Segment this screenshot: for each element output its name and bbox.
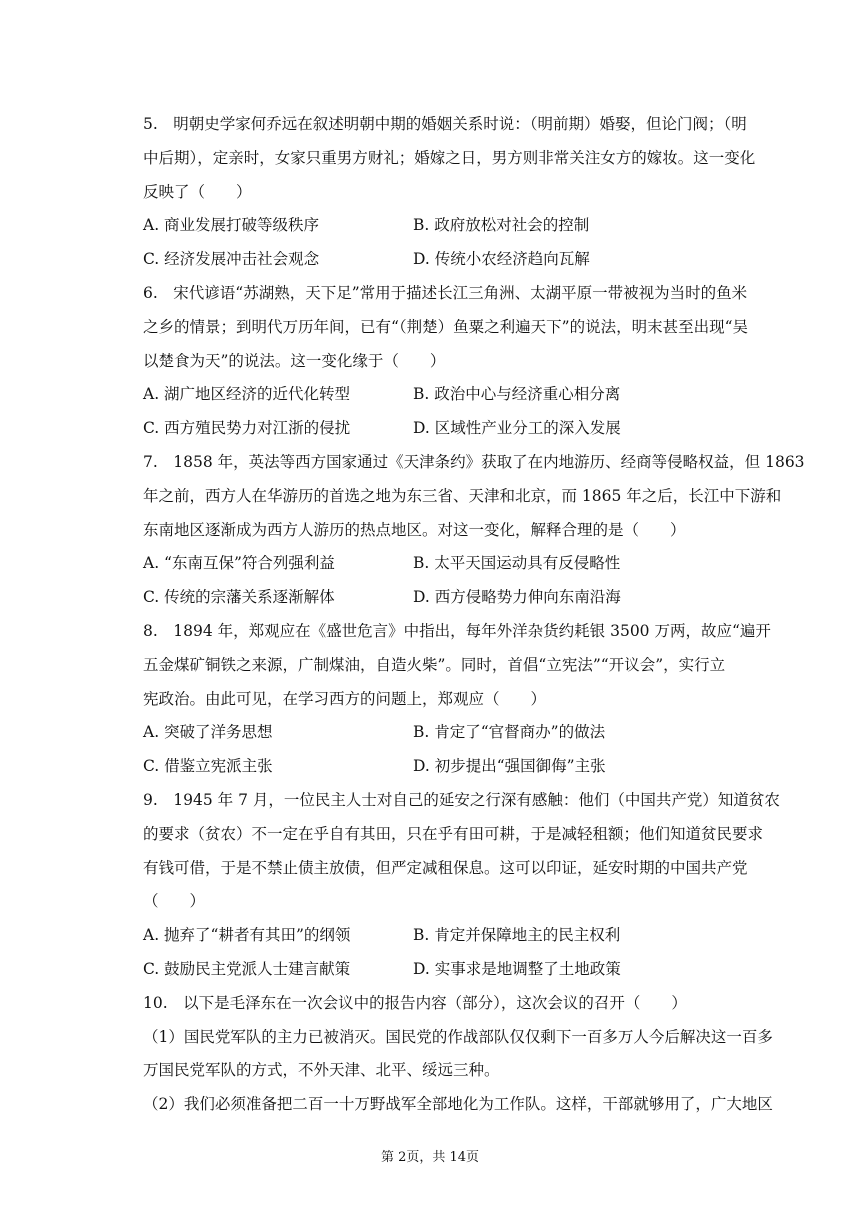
option-c: C. 鼓励民主党派人士建言献策 [143,959,351,978]
option-c: C. 西方殖民势力对江浙的侵扰 [143,419,351,438]
options-row [143,581,763,615]
question-text-line: （1）国民党军队的主力已被消灭。国民党的作战部队仅仅剩下一百多万人今后解决这一百多 [143,1027,773,1046]
option-d: D. 西方侵略势力伸向东南沿海 [413,588,621,607]
question-stem-line: 5. 明朝史学家何乔远在叙述明朝中期的婚姻关系时说：（明前期）婚娶，但论门阀；（明 [143,115,747,133]
option-b: B. 政府放松对社会的控制 [413,216,590,235]
option-b: B. 太平天国运动具有反侵略性 [413,554,621,573]
option-c: C. 传统的宗藩关系逐渐解体 [143,588,335,607]
option-b: B. 肯定了“官督商办”的做法 [413,723,606,742]
question-text-line: 中后期），定亲时，女家只重男方财礼；婚嫁之日，男方则非常关注女方的嫁妆。这一变化 [143,148,756,167]
question-text-line: （2）我们必须准备把二百一十万野战军全部地化为工作队。这样，干部就够用了，广大地区 [143,1095,773,1114]
question-stem-line: 10. 以下是毛泽东在一次会议中的报告内容（部分），这次会议的召开（ ） [143,993,687,1012]
option-a: A. 湖广地区经济的近代化转型 [143,385,351,404]
options-row [143,378,763,412]
option-b: B. 肯定并保障地主的民主权利 [413,926,621,945]
options-row [143,716,763,750]
option-c: C. 经济发展冲击社会观念 [143,250,320,269]
question-text-line: 年之前，西方人在华游历的首选之地为东三省、天津和北京，而 1865 年之后，长江中下游和 [143,486,782,505]
question-text-line: 五金煤矿铜铁之来源，广制煤油，自造火柴”。同时，首倡“立宪法”“开议会”，实行立 [143,655,726,674]
question-text-line: 以楚食为天”的说法。这一变化缘于（ ） [143,351,446,370]
question-stem-line: 6. 宋代谚语“苏湖熟，天下足”常用于描述长江三角洲、太湖平原一带被视为当时的鱼米 [143,283,748,302]
question-block [143,987,773,1122]
question-block [143,108,763,277]
option-a: A. 商业发展打破等级秩序 [143,216,320,235]
question-block [143,446,805,615]
options-row [143,547,763,581]
question-text-line: 的要求（贫农）不一定在乎自有其田，只在乎有田可耕，于是减轻租额；他们知道贫民要求 [143,824,764,843]
question-text-line: 反映了（ ） [143,182,252,201]
question-text-line: 万国民党军队的方式，不外天津、北平、绥远三种。 [143,1061,500,1080]
question-block [143,615,771,784]
option-d: D. 传统小农经济趋向瓦解 [413,250,590,269]
option-a: A. 抛弃了“耕者有其田”的纲领 [143,926,351,945]
question-stem-line: 7. 1858 年，英法等西方国家通过《天津条约》获取了在内地游历、经商等侵略权益，但 1863 [143,452,805,471]
question-text-line: 东南地区逐渐成为西方人游历的热点地区。对这一变化，解释合理的是（ ） [143,520,686,539]
question-block [143,277,763,446]
option-b: B. 政治中心与经济重心相分离 [413,385,621,404]
options-row [143,243,763,277]
options-row [143,750,763,784]
question-text-line: 有钱可借，于是不禁止债主放债，但严定减租保息。这可以印证，延安时期的中国共产党 [143,858,748,877]
option-d: D. 初步提出“强国御侮”主张 [413,757,606,776]
question-text-line: 宪政治。由此可见，在学习西方的问题上，郑观应（ ） [143,689,547,708]
options-row [143,919,763,953]
option-a: A. 突破了洋务思想 [143,723,273,742]
option-d: D. 实事求是地调整了土地政策 [413,959,621,978]
question-list [143,108,805,1122]
options-row [143,953,763,987]
question-text-line: （ ） [143,892,206,911]
page-footer: 第 2页，共 14页 [380,1150,480,1165]
option-d: D. 区域性产业分工的深入发展 [413,419,621,438]
option-c: C. 借鉴立宪派主张 [143,757,273,776]
option-a: A. “东南互保”符合列强利益 [143,554,335,573]
options-row [143,412,763,446]
options-row [143,209,763,243]
question-stem-line: 8. 1894 年，郑观应在《盛世危言》中指出，每年外洋杂货约耗银 3500 万两，故应“遍开 [143,621,771,640]
question-block [143,784,780,987]
question-stem-line: 9. 1945 年 7 月，一位民主人士对自己的延安之行深有感触：他们（中国共产党）知道贫农 [143,790,780,809]
question-text-line: 之乡的情景；到明代万历年间，已有“（荆楚）鱼粟之利遍天下”的说法，明末甚至出现“吴 [143,317,749,336]
